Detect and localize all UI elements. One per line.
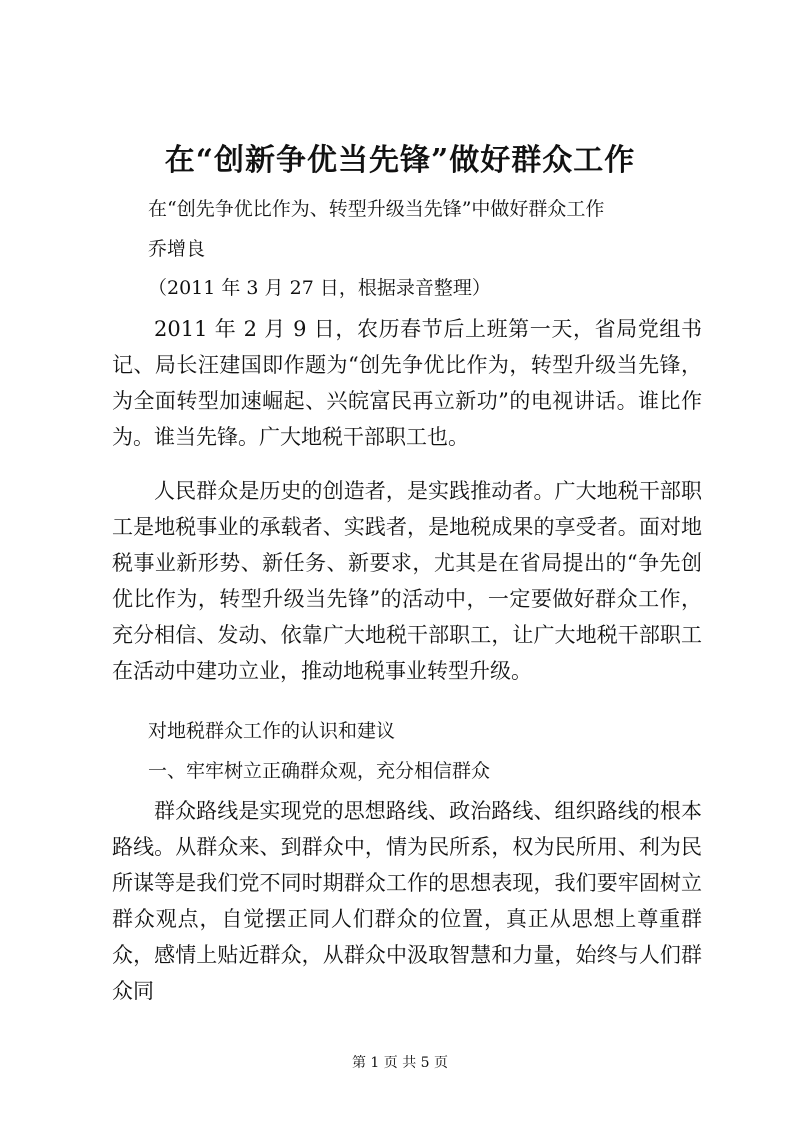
subsection-heading: 一、牢牢树立正确群众观，充分相信群众 (148, 760, 491, 782)
section-heading: 对地税群众工作的认识和建议 (148, 720, 396, 742)
paragraph-2: 人民群众是历史的创造者，是实践推动者。广大地税干部职工是地税事业的承载者、实践者，是地税成果的享受者。面对地税事业新形势、新任务、新要求，尤其是在省局提出的“争先创优比作为，转型升级当先锋”的活动中，一定要做好群众工作，充分相信、发动、依靠广大地税干部职工，让广大地税干部职工在活动中建功立业，推动地税事业转型升级。 (112, 479, 702, 683)
date-note: （2011 年 3 月 27 日，根据录音整理） (148, 277, 491, 299)
author-name: 乔增良 (148, 238, 206, 260)
paragraph-1: 2011 年 2 月 9 日，农历春节后上班第一天，省局党组书记、局长汪建国即作题为“创先争优比作为，转型升级当先锋，为全面转型加速崛起、兴皖富民再立新功”的电视讲话。谁比作为。谁当先锋。广大地税干部职工也。 (112, 317, 702, 449)
paragraph-3: 群众路线是实现党的思想路线、政治路线、组织路线的根本路线。从群众来、到群众中，情为民所系，权为民所用、利为民所谋等是我们党不同时期群众工作的思想表现，我们要牢固树立群众观点，自觉摆正同人们群众的位置，真正从思想上尊重群众，感情上贴近群众，从群众中汲取智慧和力量，始终与人们群众同 (112, 799, 702, 1003)
document-subtitle: 在“创先争优比作为、转型升级当先锋”中做好群众工作 (148, 198, 605, 220)
page-footer: 第 1 页 共 5 页 (351, 1055, 449, 1071)
document-title: 在“创新争优当先锋”做好群众工作 (164, 143, 636, 178)
